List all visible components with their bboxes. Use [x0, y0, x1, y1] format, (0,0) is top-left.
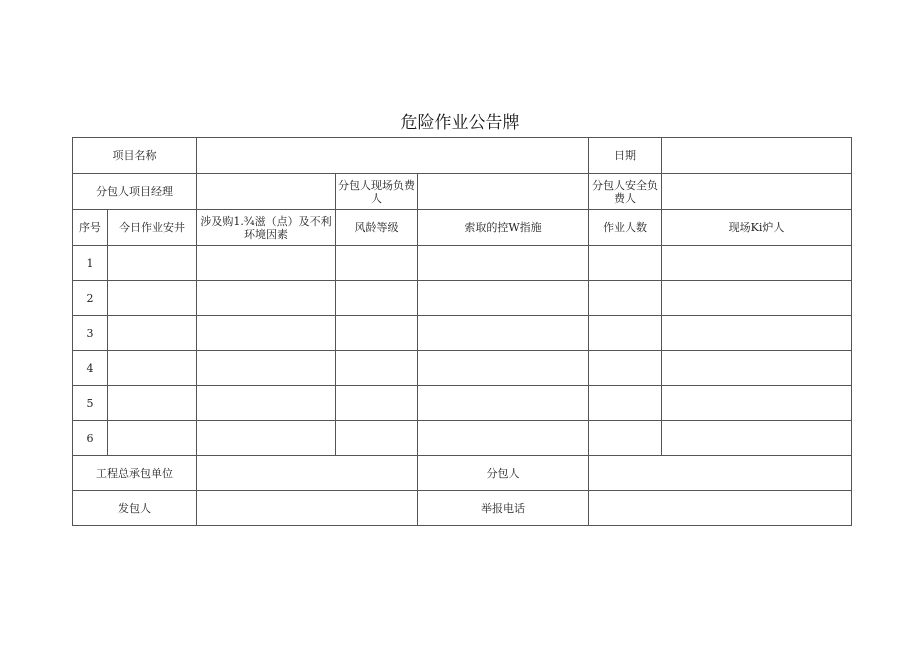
col-today-work: 今日作业安井: [108, 210, 197, 246]
general-contractor-value[interactable]: [197, 456, 418, 491]
cell[interactable]: [589, 316, 662, 351]
cell[interactable]: [336, 281, 418, 316]
project-name-value[interactable]: [197, 138, 589, 174]
cell[interactable]: [589, 421, 662, 456]
cell[interactable]: [197, 316, 336, 351]
col-measures: 索取的控W指施: [418, 210, 589, 246]
row-number: 6: [73, 421, 108, 456]
cell[interactable]: [418, 316, 589, 351]
cell[interactable]: [197, 386, 336, 421]
subcontractor-label: 分包人: [418, 456, 589, 491]
cell[interactable]: [418, 281, 589, 316]
cell[interactable]: [336, 421, 418, 456]
page-title: 危险作业公告牌: [400, 113, 520, 133]
col-hazard: 涉及购1.¾滋（点）及不利环境因素: [197, 210, 336, 246]
cell[interactable]: [418, 386, 589, 421]
cell[interactable]: [662, 386, 852, 421]
cell[interactable]: [418, 246, 589, 281]
cell[interactable]: [108, 421, 197, 456]
col-worker-count: 作业人数: [589, 210, 662, 246]
cell[interactable]: [197, 246, 336, 281]
sub-site-lead-value[interactable]: [418, 174, 589, 210]
table-row: [73, 316, 852, 351]
cell[interactable]: [418, 421, 589, 456]
sub-leads-row: [73, 174, 852, 210]
row-number: 5: [73, 386, 108, 421]
table-row: [73, 386, 852, 421]
general-contractor-label: 工程总承包单位: [73, 456, 197, 491]
cell[interactable]: [589, 386, 662, 421]
col-guardian: 现场Ki炉人: [662, 210, 852, 246]
cell[interactable]: [418, 351, 589, 386]
cell[interactable]: [662, 246, 852, 281]
sub-manager-value[interactable]: [197, 174, 336, 210]
hazard-notice-table: [72, 137, 852, 526]
cell[interactable]: [589, 351, 662, 386]
sub-manager-label: 分包人项目经理: [73, 174, 197, 210]
table-row: [73, 421, 852, 456]
cell[interactable]: [662, 281, 852, 316]
cell[interactable]: [108, 281, 197, 316]
col-seq: 序号: [73, 210, 108, 246]
cell[interactable]: [197, 421, 336, 456]
cell[interactable]: [662, 351, 852, 386]
cell[interactable]: [108, 316, 197, 351]
row-number: 3: [73, 316, 108, 351]
column-header-row: [73, 210, 852, 246]
cell[interactable]: [108, 351, 197, 386]
cell[interactable]: [336, 386, 418, 421]
table-row: [73, 351, 852, 386]
subcontractor-value[interactable]: [589, 456, 852, 491]
date-value[interactable]: [662, 138, 852, 174]
table-row: [73, 281, 852, 316]
project-row: [73, 138, 852, 174]
hotline-label: 举报电话: [418, 491, 589, 526]
cell[interactable]: [108, 246, 197, 281]
row-number: 2: [73, 281, 108, 316]
row-number: 4: [73, 351, 108, 386]
sub-site-lead-label: 分包人现场负费人: [336, 174, 418, 210]
cell[interactable]: [589, 281, 662, 316]
hotline-value[interactable]: [589, 491, 852, 526]
cell[interactable]: [336, 316, 418, 351]
cell[interactable]: [589, 246, 662, 281]
issuer-value[interactable]: [197, 491, 418, 526]
col-risk-level: 风龄等级: [336, 210, 418, 246]
sub-safety-lead-value[interactable]: [662, 174, 852, 210]
issuer-label: 发包人: [73, 491, 197, 526]
cell[interactable]: [108, 386, 197, 421]
table-row: [73, 246, 852, 281]
project-name-label: 项目名称: [73, 138, 197, 174]
issuer-row: [73, 491, 852, 526]
cell[interactable]: [336, 246, 418, 281]
cell[interactable]: [662, 316, 852, 351]
contractor-row: [73, 456, 852, 491]
cell[interactable]: [197, 281, 336, 316]
date-label: 日期: [589, 138, 662, 174]
sub-safety-lead-label: 分包人安全负费人: [589, 174, 662, 210]
cell[interactable]: [662, 421, 852, 456]
cell[interactable]: [336, 351, 418, 386]
cell[interactable]: [197, 351, 336, 386]
row-number: 1: [73, 246, 108, 281]
